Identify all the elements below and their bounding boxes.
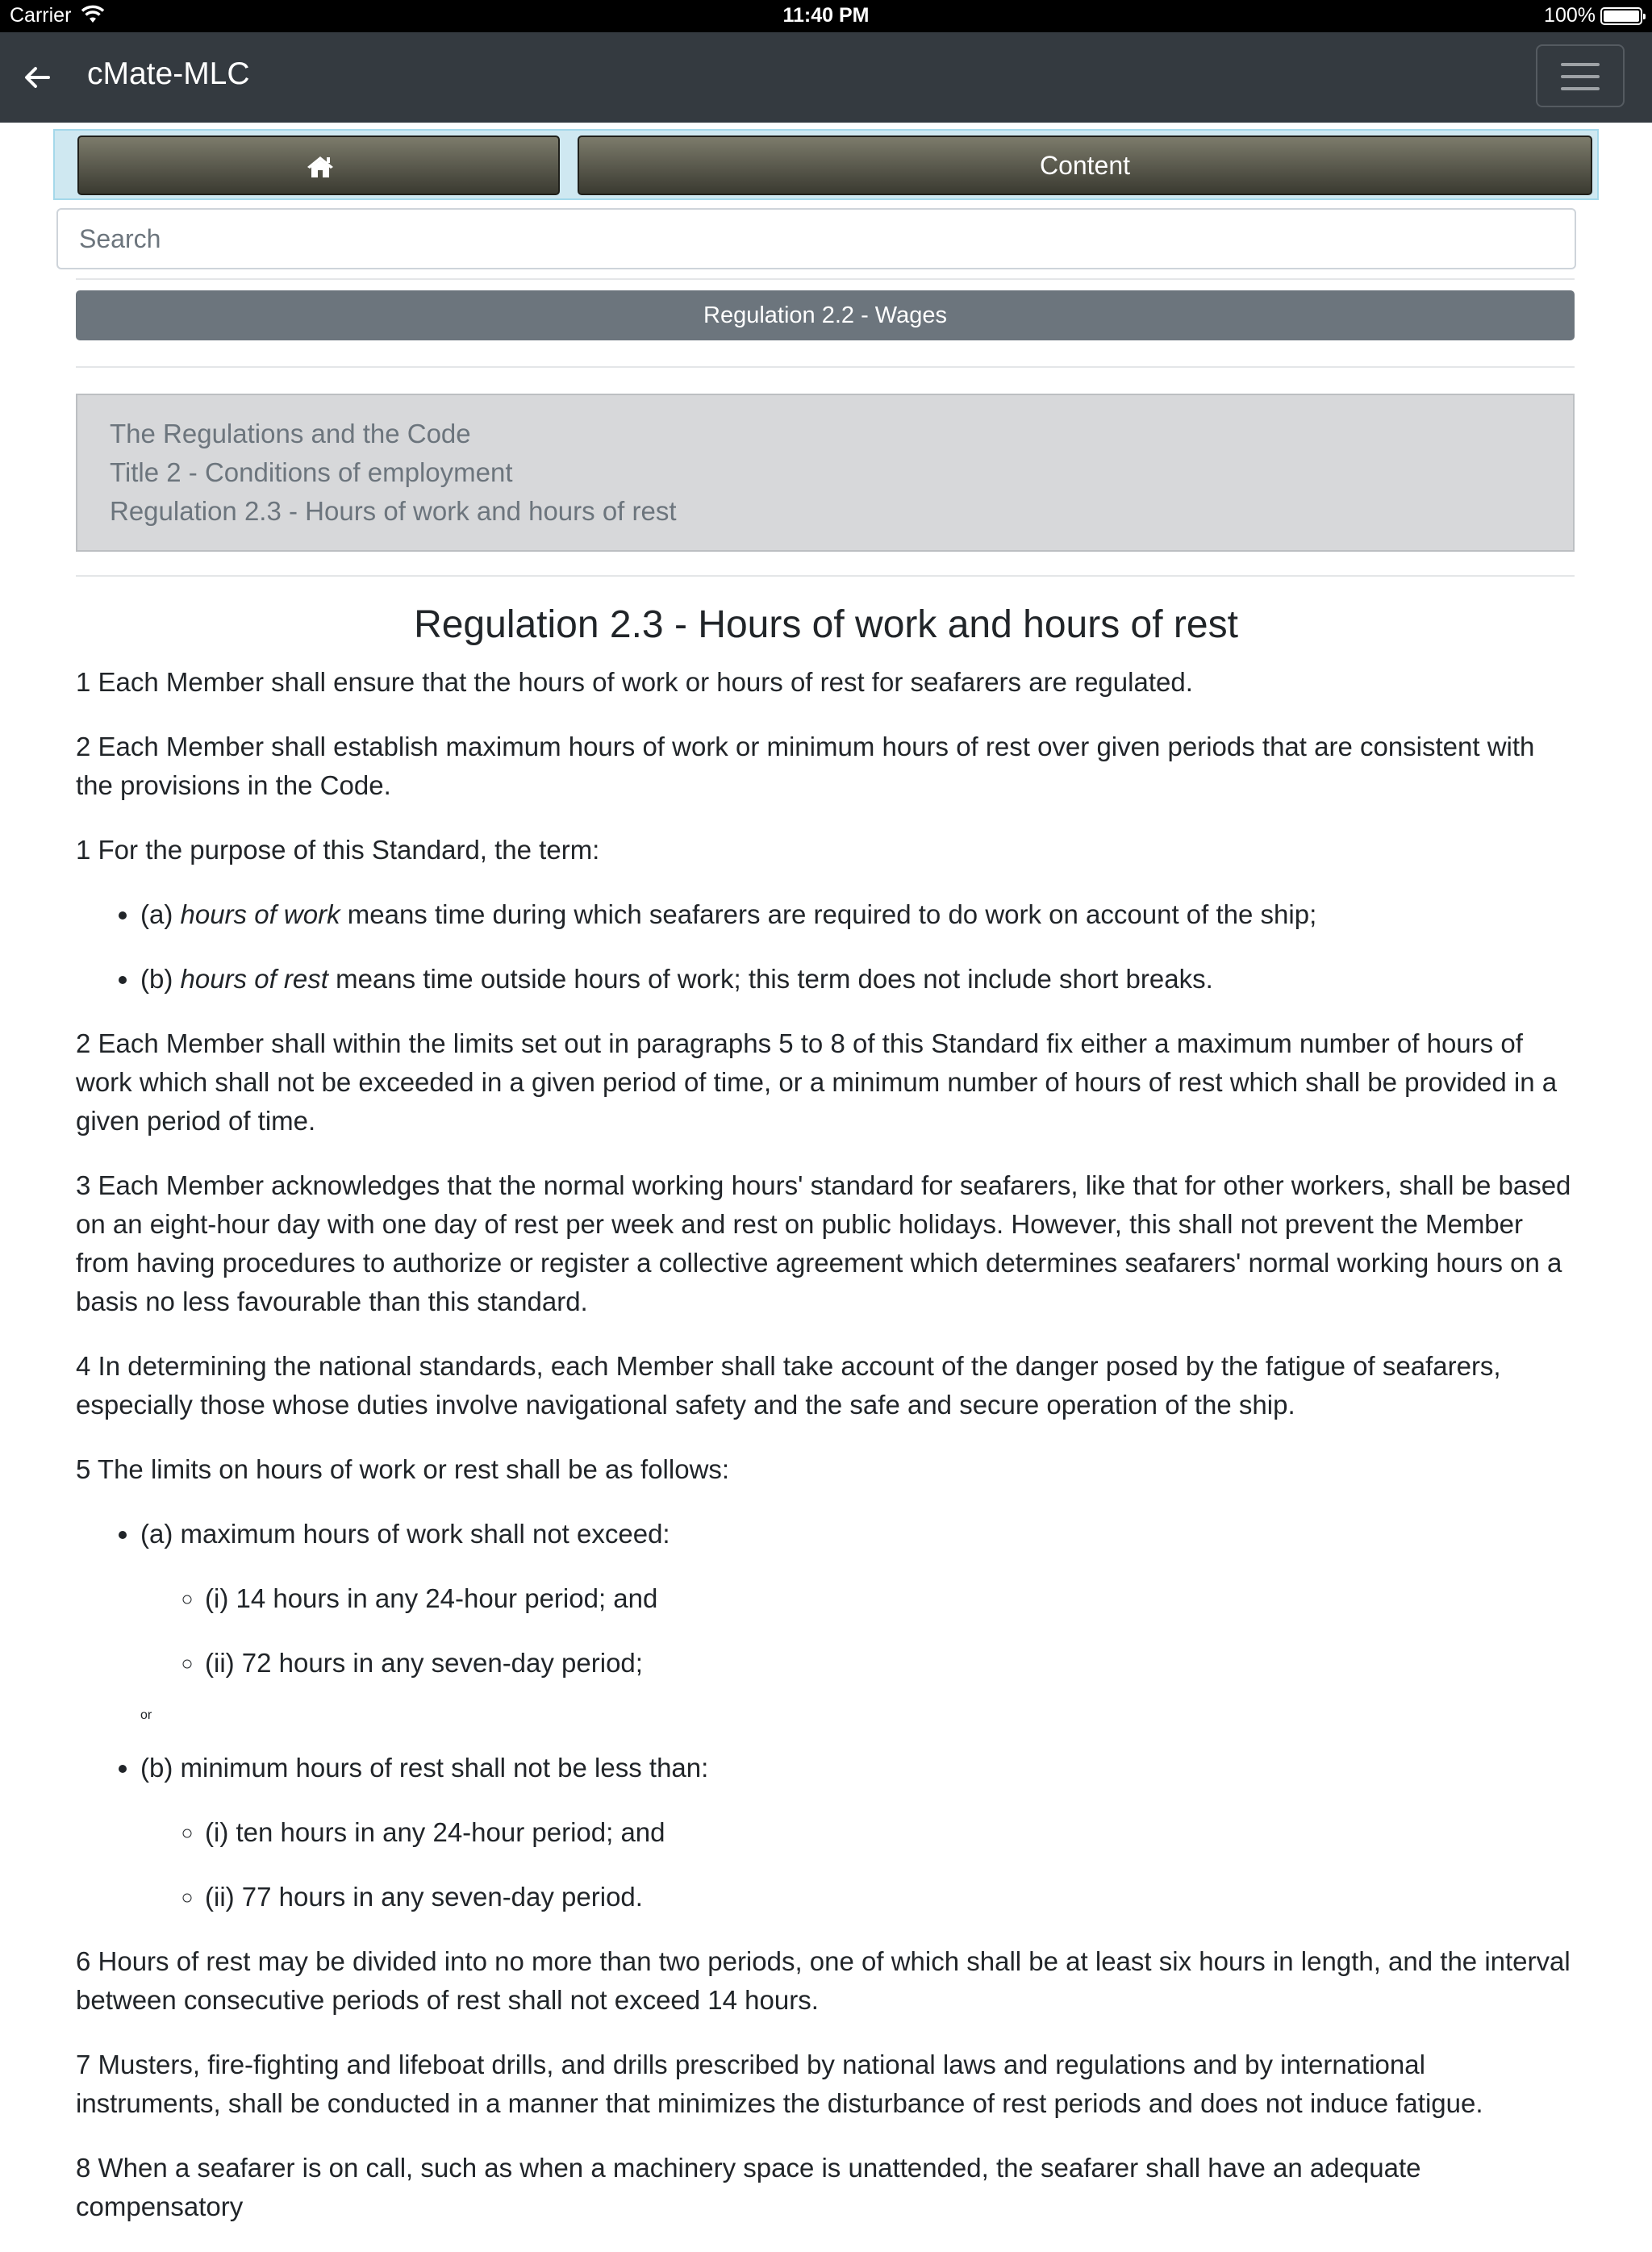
search-input[interactable] bbox=[56, 208, 1576, 269]
breadcrumb-item[interactable]: Title 2 - Conditions of employment bbox=[110, 457, 513, 487]
or-text: or bbox=[140, 1708, 152, 1722]
paragraph: 2 Each Member shall within the limits set out in paragraphs 5 to 8 of this Standard fix either a maximum number of hours of work which shall not be exceeded in a given period of time, or a minimum number of hours of rest which shall be provided in a given period of time. bbox=[76, 1028, 1558, 1136]
nav-button-group bbox=[53, 129, 1599, 200]
battery-status bbox=[1544, 4, 1642, 27]
page-title: Regulation 2.3 - Hours of work and hours of rest bbox=[414, 603, 1238, 646]
limits-list bbox=[76, 1749, 1576, 1916]
paragraph: 8 When a seafarer is on call, such as when a machinery space is unattended, the seafarer shall have an adequate compensatory bbox=[76, 2153, 1421, 2221]
battery-icon bbox=[1600, 7, 1642, 25]
paragraph: 5 The limits on hours of work or rest shall be as follows: bbox=[76, 1454, 730, 1484]
hamburger-menu-icon bbox=[1561, 87, 1600, 90]
divider bbox=[76, 278, 1575, 280]
breadcrumb-item[interactable]: The Regulations and the Code bbox=[110, 419, 471, 448]
hamburger-menu-icon bbox=[1561, 63, 1600, 66]
divider bbox=[76, 575, 1575, 577]
paragraph: 7 Musters, fire-fighting and lifeboat drills, and drills prescribed by national laws and regulations and by international instruments, shall be conducted in a manner that minimizes the disturbance of rest periods and does not induce fatigue. bbox=[76, 2050, 1483, 2118]
breadcrumb-item[interactable]: Regulation 2.3 - Hours of work and hours of rest bbox=[110, 496, 677, 526]
paragraph: 1 For the purpose of this Standard, the term: bbox=[76, 835, 600, 865]
list-item: ◦ (i) 14 hours in any 24-hour period; and bbox=[205, 1579, 1576, 1618]
limits-list bbox=[76, 1515, 1576, 1683]
clock: 11:40 PM bbox=[782, 4, 870, 27]
limit-text: (b) minimum hours of rest shall not be less than: bbox=[140, 1753, 709, 1783]
limit-text: (a) maximum hours of work shall not exceed: bbox=[140, 1519, 670, 1549]
list-item bbox=[140, 895, 1576, 934]
list-item bbox=[140, 1749, 1576, 1916]
paragraph: 4 In determining the national standards, each Member shall take account of the danger posed by the fatigue of seafarers, especially those whose duties involve navigational safety and the safe and secure operation of the ship. bbox=[76, 1351, 1501, 1420]
home-button[interactable] bbox=[77, 136, 560, 195]
status-bar bbox=[0, 0, 1652, 32]
breadcrumb bbox=[76, 394, 1575, 552]
list-item: ◦ (ii) 77 hours in any seven-day period. bbox=[205, 1878, 1576, 1916]
list-item bbox=[140, 1515, 1576, 1683]
definition-text: means time outside hours of work; this term does not include short breaks. bbox=[327, 964, 1213, 994]
carrier-label: Carrier bbox=[10, 4, 72, 27]
paragraph: 2 Each Member shall establish maximum hours of work or minimum hours of rest over given periods that are consistent with the provisions in the Code. bbox=[76, 732, 1535, 800]
list-item: ◦ (i) ten hours in any 24-hour period; and bbox=[205, 1813, 1576, 1852]
paragraph: 1 Each Member shall ensure that the hours of work or hours of rest for seafarers are regulated. bbox=[76, 667, 1193, 697]
regulation-content bbox=[76, 598, 1576, 2252]
home-icon bbox=[307, 154, 334, 178]
divider bbox=[76, 366, 1575, 368]
back-arrow-icon[interactable] bbox=[21, 61, 53, 94]
list-item: ◦ (ii) 72 hours in any seven-day period; bbox=[205, 1644, 1576, 1683]
definition-list bbox=[76, 895, 1576, 999]
definition-prefix: (b) bbox=[140, 964, 181, 994]
hamburger-menu-icon bbox=[1561, 75, 1600, 78]
paragraph: 6 Hours of rest may be divided into no more than two periods, one of which shall be at least six hours in length, and the interval between consecutive periods of rest shall not exceed 14 hours. bbox=[76, 1946, 1571, 2015]
sub-list bbox=[140, 1579, 1576, 1683]
definition-text: means time during which seafarers are required to do work on account of the ship; bbox=[340, 899, 1317, 929]
content-button[interactable]: Content bbox=[578, 136, 1592, 195]
app-title: cMate-MLC bbox=[87, 56, 250, 91]
paragraph: 3 Each Member acknowledges that the normal working hours' standard for seafarers, like that for other workers, shall be based on an eight-hour day with one day of rest per week and rest on public holidays. However, this shall not prevent the Member from having procedures to authorize or register a collective agreement which determines seafarers' normal working hours on a basis no less favourable than this standard. bbox=[76, 1170, 1571, 1316]
list-item bbox=[140, 960, 1576, 999]
top-navbar bbox=[0, 32, 1652, 123]
sub-list bbox=[140, 1813, 1576, 1916]
definition-term: hours of work bbox=[180, 899, 340, 929]
definition-prefix: (a) bbox=[140, 899, 181, 929]
menu-toggle-button[interactable] bbox=[1536, 44, 1625, 107]
definition-term: hours of rest bbox=[180, 964, 328, 994]
previous-regulation-link[interactable]: Regulation 2.2 - Wages bbox=[76, 290, 1575, 340]
battery-percent: 100% bbox=[1544, 4, 1596, 27]
